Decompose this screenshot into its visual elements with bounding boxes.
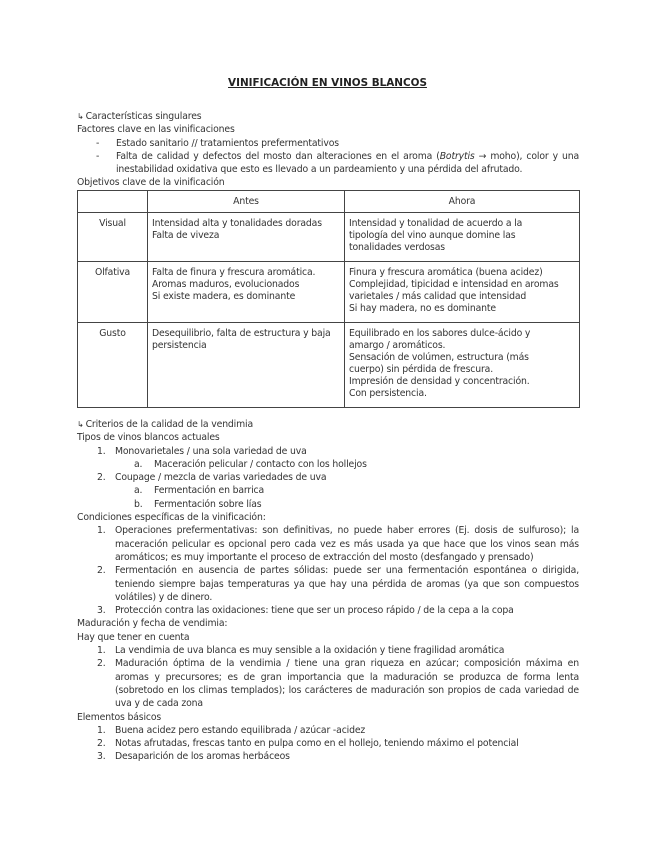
row-label: Visual <box>78 212 148 261</box>
cell-ahora: Finura y frescura aromática (buena acidez) Complejidad, tipicidad e intensidad en aromas varietales / más calidad que intensidad Si hay madera, no es dominante <box>345 261 580 322</box>
list-item: 2. Notas afrutadas, frescas tanto en pulpa como en el hollejo, teniendo máximo el potencial <box>97 738 519 750</box>
table-header-cell: Ahora <box>345 190 580 212</box>
subheading-factores: Factores clave en las vinificaciones <box>77 124 235 136</box>
list-item: 2. Maduración óptima de la vendimia / tiene una gran riqueza en azúcar; composición máxima en aromas y precursores; es de gran importancia que la maduración se produzca de forma lenta (sobretodo en los climas templados); los carácteres de maduración son propios de cada variedad de uva y de cada zona <box>97 658 579 710</box>
cell-antes: Intensidad alta y tonalidades doradas Falta de viveza <box>148 212 345 261</box>
section-criterios <box>77 418 579 764</box>
cell-antes: Desequilibrio, falta de estructura y baja persistencia <box>148 322 345 407</box>
dash-bullet: - <box>96 137 100 149</box>
cell-ahora: Intensidad y tonalidad de acuerdo a la tipología del vino aunque domine las tonalidades verdosas <box>345 212 580 261</box>
table-row <box>78 212 580 261</box>
table-header-row <box>78 190 580 212</box>
list-item: 3. Desaparición de los aromas herbáceos <box>97 751 290 763</box>
subheading-hay: Hay que tener en cuenta <box>77 631 190 643</box>
table-row <box>78 261 580 322</box>
list-item: 2. Fermentación en ausencia de partes sólidas: puede ser una fermentación espontánea o dirigida, teniendo siempre bajas temperaturas ya que hay una pérdida de aromas (ya que son compuestos volátiles) y de dinero. <box>97 565 579 603</box>
table-row <box>78 322 580 407</box>
objetivos-table <box>77 190 580 408</box>
page-title: VINIFICACIÓN EN VINOS BLANCOS <box>228 77 427 89</box>
arrow-return-icon: ↳ <box>77 420 84 429</box>
list-item: 1. La vendimia de uva blanca es muy sensible a la oxidación y tiene fragilidad aromática <box>97 645 505 657</box>
arrow-return-icon: ↳ <box>77 112 84 121</box>
list-item: 1. Monovarietales / una sola variedad de uva <box>97 445 307 457</box>
subheading-elementos: Elementos básicos <box>77 711 162 723</box>
subheading-maduracion: Maduración y fecha de vendimia: <box>77 618 228 630</box>
list-item: 1. Buena acidez pero estando equilibrada / azúcar -acidez <box>97 724 366 736</box>
list-subitem: a. Fermentación en barrica <box>134 485 265 497</box>
list-item: 2. Coupage / mezcla de varias variedades de uva <box>97 472 327 484</box>
subheading-condiciones: Condiciones específicas de la vinificación: <box>77 512 266 524</box>
list-item: - Falta de calidad y defectos del mosto dan alteraciones en el aroma (Botrytis → moho), color y una inestabilidad oxidativa que esto es llevado a un pardeamiento y una pérdida del afrutado. <box>77 150 579 177</box>
row-label: Gusto <box>78 322 148 407</box>
cell-antes: Falta de finura y frescura aromática. Aromas maduros, evolucionados Si existe madera, es dominante <box>148 261 345 322</box>
list-item: 3. Protección contra las oxidaciones: tiene que ser un proceso rápido / de la cepa a la copa <box>97 605 514 617</box>
dash-bullet: - <box>96 150 100 162</box>
cell-ahora: Equilibrado en los sabores dulce-ácido y amargo / aromáticos. Sensación de volúmen, estructura (más cuerpo) sin pérdida de frescura. Impresión de densidad y concentración. Con persistencia. <box>345 322 580 407</box>
list-subitem: b. Fermentación sobre lías <box>134 498 262 510</box>
section-heading: ↳ Características singulares <box>77 111 202 122</box>
list-item: 1. Operaciones prefermentativas: son definitivas, no puede haber errores (Ej. dosis de sulfuroso); la maceración pelicular es opcional pero cada vez es más usada ya que hace que los vinos sean más aromáticos; es muy importante el proceso de extracción del mosto (desfangado y prensado) <box>97 525 579 563</box>
list-subitem: a. Maceración pelicular / contacto con los hollejos <box>134 458 367 470</box>
row-label: Olfativa <box>78 261 148 322</box>
list-item: - Estado sanitario // tratamientos prefermentativos <box>77 137 579 150</box>
section-caracteristicas <box>77 110 579 408</box>
section-heading: ↳ Criterios de la calidad de la vendimia <box>77 419 254 430</box>
table-header-cell <box>78 190 148 212</box>
subheading-tipos: Tipos de vinos blancos actuales <box>77 432 220 444</box>
subheading-objetivos: Objetivos clave de la vinificación <box>77 177 225 189</box>
table-header-cell: Antes <box>148 190 345 212</box>
